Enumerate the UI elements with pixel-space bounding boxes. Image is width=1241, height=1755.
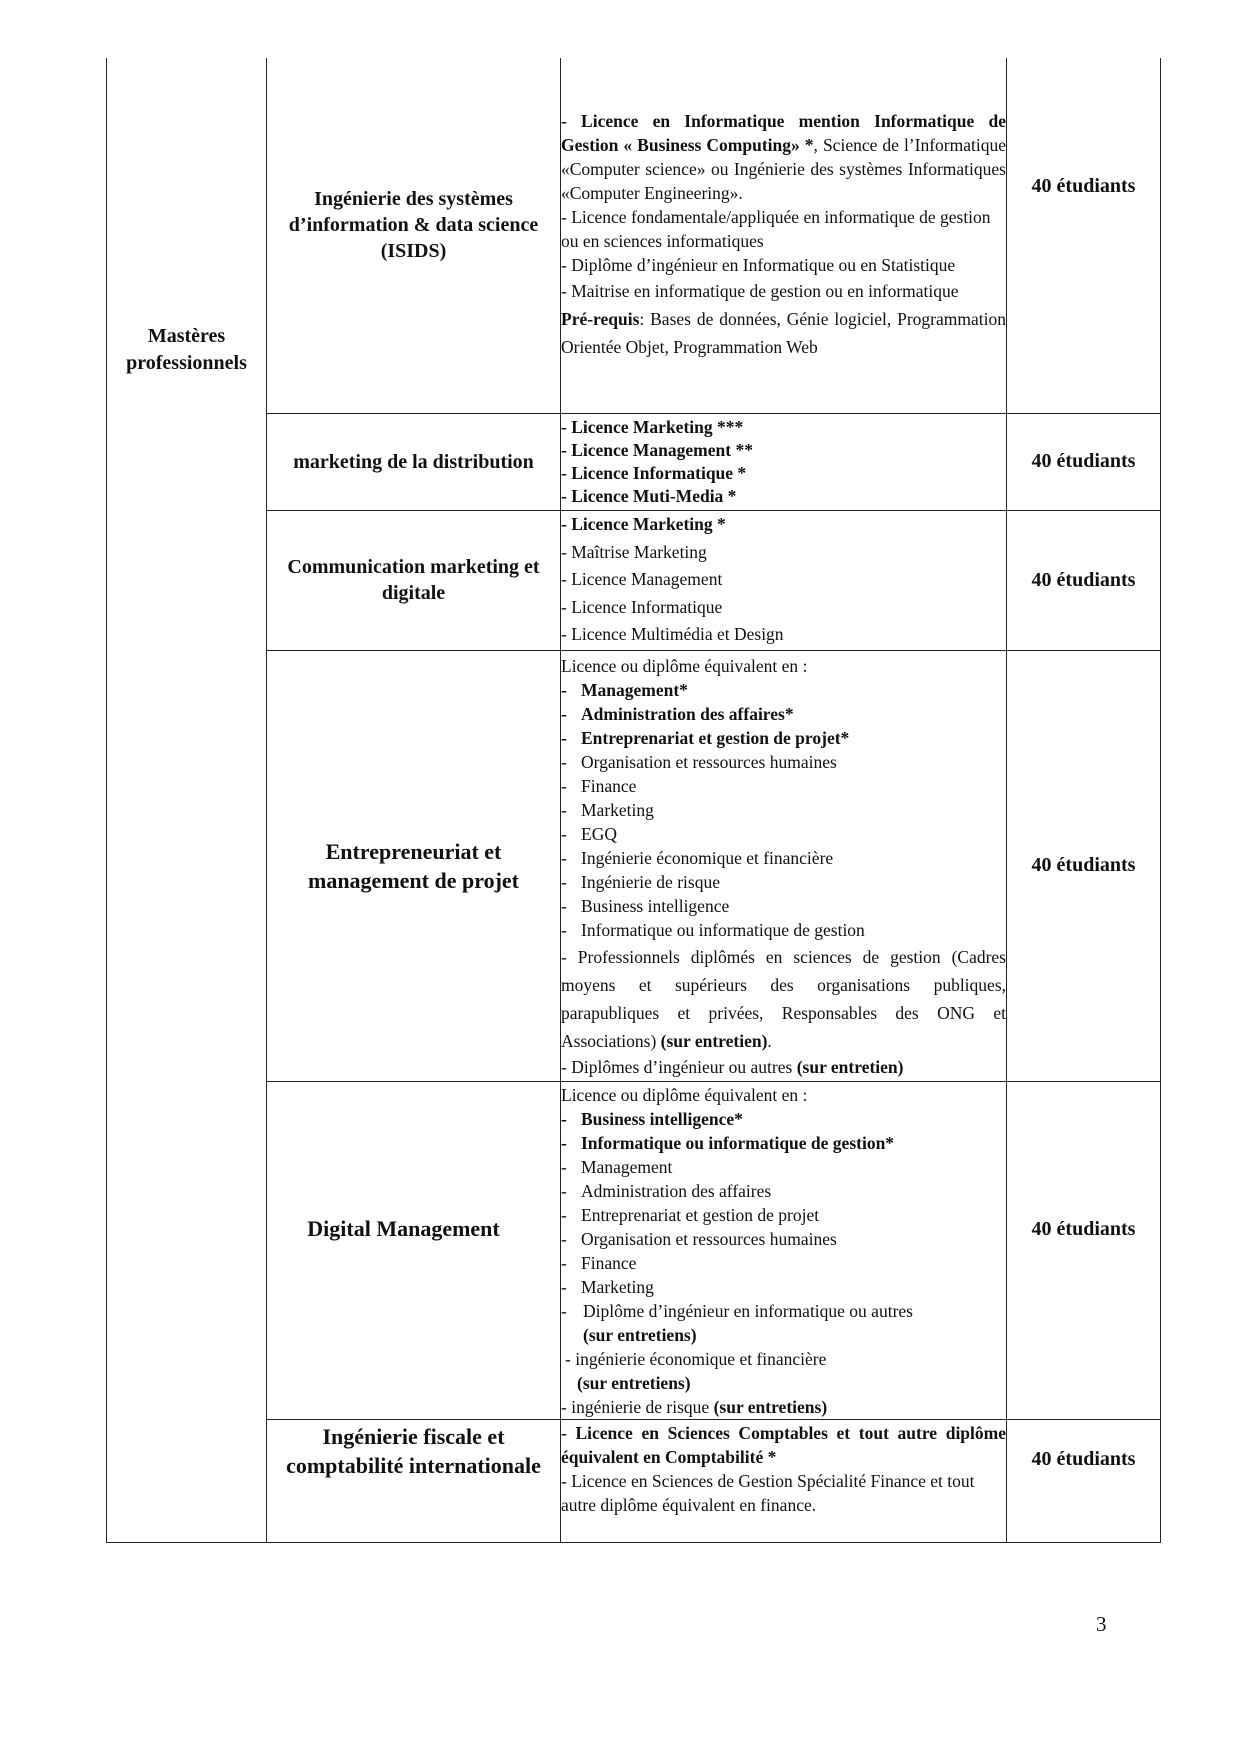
page-number: 3	[1096, 1612, 1107, 1636]
admission-table	[106, 58, 1161, 1543]
list-item: - Finance	[561, 776, 637, 796]
capacity-entrepreneuriat: 40 étudiants	[1007, 650, 1161, 1081]
requirements-fiscale: - Licence en Sciences Comptables et tout autre diplôme équivalent en Comptabilité * - Licence en Sciences de Gestion Spécialité Finance et tout autre diplôme équivalent en finance.	[561, 1419, 1007, 1542]
list-item: - Marketing	[561, 800, 654, 820]
program-name-communication: Communication marketing et digitale	[267, 510, 561, 650]
list-item: - Organisation et ressources humaines	[561, 1228, 837, 1249]
list-item: - Informatique ou informatique de gestion*	[561, 1132, 895, 1153]
requirements-digital: Licence ou diplôme équivalent en : - Business intelligence* - Informatique ou informatique de gestion* - Management - Administration des affaires - Entreprenariat et gestion de projet - Organisation et ressources humaines - Finance - Marketing - Diplôme d’ingénieur en informatique ou autres (sur entretiens) - ingénierie économique et financière (sur entretiens) - ingénierie de risque (sur entretiens)	[561, 1081, 1007, 1419]
list-item: - Administration des affaires*	[561, 704, 794, 724]
capacity-digital: 40 étudiants	[1007, 1081, 1161, 1419]
program-name-distribution: marketing de la distribution	[267, 413, 561, 510]
capacity-distribution: 40 étudiants	[1007, 413, 1161, 510]
requirements-isids: - Licence en Informatique mention Informatique de Gestion « Business Computing» *, Science de l’Informatique «Computer science» ou Ingénierie des systèmes Informatiques «Computer Engineering». - Licence fondamentale/appliquée en informatique de gestion ou en sciences informatiques - Diplôme d’ingénieur en Informatique ou en Statistique - Maitrise en informatique de gestion ou en informatique Pré-requis: Bases de données, Génie logiciel, Programmation Orientée Objet, Programmation Web	[561, 58, 1007, 413]
list-item: - Business intelligence	[561, 896, 730, 916]
list-item: - Ingénierie économique et financière	[561, 848, 834, 868]
program-name-digital: Digital Management	[267, 1081, 561, 1419]
list-item: - Finance	[561, 1252, 637, 1273]
list-item: - Marketing	[561, 1276, 654, 1297]
requirements-communication: - Licence Marketing * - Maîtrise Marketing - Licence Management - Licence Informatique - Licence Multimédia et Design	[561, 510, 1007, 650]
category-cell	[107, 58, 267, 1542]
requirements-distribution: - Licence Marketing *** - Licence Management ** - Licence Informatique * - Licence Muti-Media *	[561, 413, 1007, 510]
capacity-fiscale: 40 étudiants	[1007, 1419, 1161, 1542]
list-item: - Diplôme d’ingénieur en informatique ou autres	[561, 1300, 913, 1321]
list-item: - Organisation et ressources humaines	[561, 752, 837, 772]
list-item: - Administration des affaires	[561, 1180, 772, 1201]
requirements-entrepreneuriat: Licence ou diplôme équivalent en : - Management* - Administration des affaires* - Entreprenariat et gestion de projet* - Organisation et ressources humaines - Finance - Marketing - EGQ - Ingénierie économique et financière - Ingénierie de risque - Business intelligence - Informatique ou informatique de gestion - Professionnels diplômés en sciences de gestion (Cadres moyens et supérieurs des organisations publiques, parapubliques et privées, Responsables des ONG et Associations) (sur entretien). - Diplômes d’ingénieur ou autres (sur entretien)	[561, 650, 1007, 1081]
capacity-communication: 40 étudiants	[1007, 510, 1161, 650]
list-item: - Ingénierie de risque	[561, 872, 720, 892]
program-name-isids: Ingénierie des systèmes d’information & data science (ISIDS)	[267, 58, 561, 413]
list-item: - Management	[561, 1156, 673, 1177]
program-name-entrepreneuriat: Entrepreneuriat et management de projet	[267, 650, 561, 1081]
capacity-isids: 40 étudiants	[1007, 58, 1161, 413]
category-label: Mastères professionnels	[126, 325, 247, 374]
list-item: - Entreprenariat et gestion de projet	[561, 1204, 820, 1225]
list-item: - EGQ	[561, 824, 617, 844]
list-item: - Management*	[561, 680, 688, 700]
program-name-fiscale: Ingénierie fiscale et comptabilité internationale	[267, 1419, 561, 1542]
list-item: - Business intelligence*	[561, 1108, 743, 1129]
list-item: - Informatique ou informatique de gestion	[561, 920, 865, 940]
table-row	[107, 58, 1161, 413]
list-item: - Entreprenariat et gestion de projet*	[561, 728, 850, 748]
